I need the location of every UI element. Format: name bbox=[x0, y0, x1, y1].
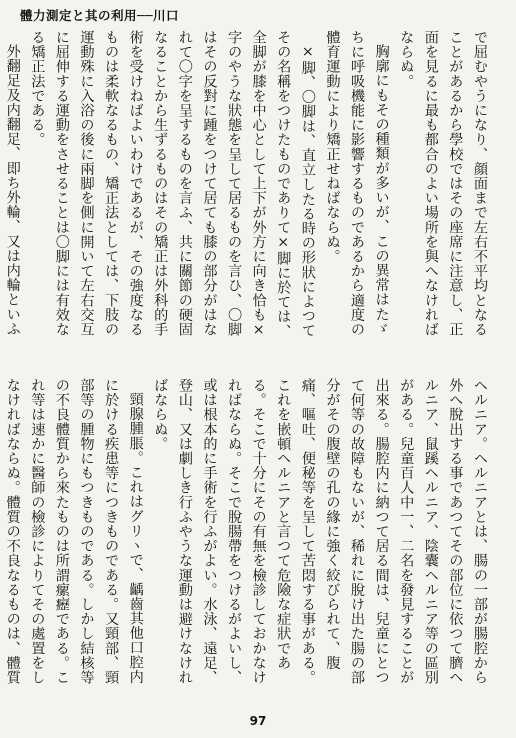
paragraph-foot-deformity: 外翻足及内翻足、即ち外輪、又は内輪といふ bbox=[4, 44, 21, 337]
paragraph-neck-gland: 頸腺腫脹。これはグリヽで、齲齒其他口腔内に於ける疾患等につきものである。又頸部、頸部等の腫物にもつきものである。しかし結核等の不良體質から來たものは所謂瘰癧である。これ等は速かに醫師の檢診によりてその處置をしなければならぬ。體質の不良なるものは、體質 bbox=[4, 378, 144, 685]
paragraph-hernia: ヘルニア。ヘルニアとは、腸の一部が腸腔から外へ脫出する事であつてその部位に依つて臍ヘルニア、鼠蹊ヘルニア、陰囊ヘルニア等の區別がある。兒童百人中一、二名を發見することが出來る。腸腔内に納つて居る間は、兒童にとつて何等の故障もないが、稀れに脫け出た腸の部分がその腹壁の孔の緣に強く絞びられて、腹痛、嘔吐、便秘等を呈して苦悶する事がある。これを嵌頓ヘルニアと言つて危險な症狀である。そこで十分にその有無を檢診しておかなければならぬ。そこで脫腸帶をつけるがよいし、或は根本的に手術を行ふがよい。水泳、遠足、登山、又は劇しき行ふやうな運動は避けなければならぬ。 bbox=[152, 378, 488, 685]
upper-text-block bbox=[4, 30, 492, 350]
running-title: 體力測定と其の利用──川口 bbox=[20, 8, 180, 23]
paragraph-leg-shape: ×脚、〇脚は、直立したる時の形狀によつてその名稱をつけたものでありて×脚に於ては、全脚が膝を中心として上下が外方に向き恰も×字のやうな狀態を呈して居るものを言ひ、〇脚はその反對に踵をつけて居ても膝の部分がはなれて〇字を呈するものを言ふ、共に關節の硬固なることから生ずるものはその矯正は外科的手術を受けねばよいわけであるが、その強度なるものは柔軟なるもの、矯正法としては、下肢の運動殊に入浴の後に兩脚を側に開いて左右交互に屈伸する運動をさせることは〇脚には有效なる矯正法である。 bbox=[29, 30, 316, 339]
paragraph-posture: で屈むやうになり、顔面まで左右不平均となることがあるから學校ではその座席に注意し、正面を見るに最も都合のよい場所を與へなければならぬ。 bbox=[398, 30, 488, 337]
lower-text-block bbox=[4, 378, 492, 698]
page-number: 97 bbox=[249, 714, 267, 728]
paragraph-chest: 胸廓にもその種類が多いが、この異常はたゞちに呼吸機能に影響するものであるから適度の體育運動により矯正せねばならぬ。 bbox=[324, 30, 390, 337]
